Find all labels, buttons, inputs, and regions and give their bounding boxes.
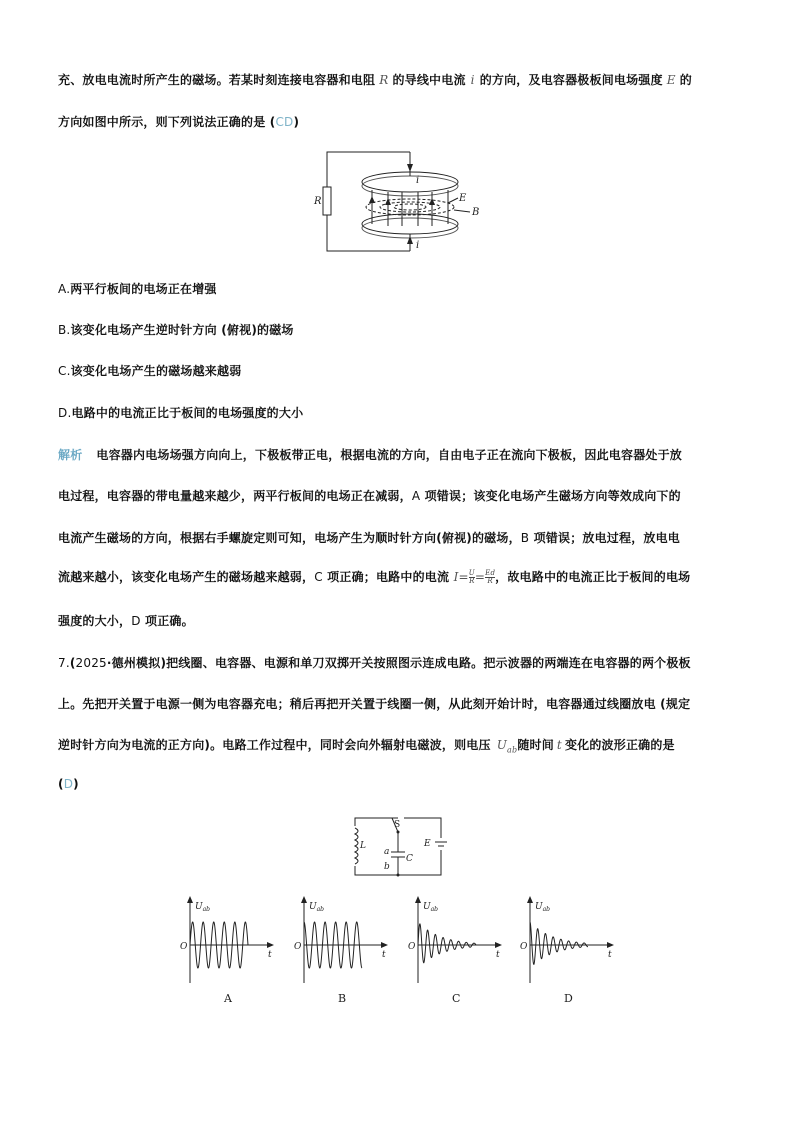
q6-stem-line-2 bbox=[58, 113, 299, 130]
analysis-text: 电流产生磁场的方向，根据右手螺旋定则可知，电场产生为顺时针方向(俯视)的磁场， bbox=[58, 531, 521, 545]
x-axis-label: t bbox=[608, 950, 612, 960]
analysis-line-4 bbox=[58, 568, 690, 585]
x-axis-arrow bbox=[267, 942, 274, 948]
fig-label-R: R bbox=[314, 196, 322, 207]
q7-text: ) bbox=[73, 777, 79, 791]
analysis-text: 项正确；电路中的电流 bbox=[322, 570, 454, 584]
option-letter: C. bbox=[58, 364, 71, 378]
option-text: 电路中的电流正比于板间的电场强度的大小 bbox=[71, 406, 304, 420]
y-axis-label: $U_{ab}$ bbox=[309, 902, 325, 913]
q7-waveform-options bbox=[0, 893, 794, 1013]
q6-stem-line-1 bbox=[58, 71, 692, 88]
origin-label: O bbox=[294, 942, 302, 952]
waveform-curve bbox=[418, 924, 476, 963]
y-axis-arrow bbox=[415, 896, 421, 903]
frac-num: U bbox=[468, 569, 475, 577]
fig-label-i-bottom: i bbox=[416, 240, 420, 251]
option-letter: A. bbox=[58, 282, 71, 296]
var-E: E bbox=[666, 73, 676, 87]
q7-text: 随时间 bbox=[517, 738, 554, 752]
q6-option-a[interactable] bbox=[58, 280, 217, 297]
question-source-year: 2025 bbox=[75, 656, 107, 670]
circuit-label-L: L bbox=[360, 841, 366, 851]
origin-label: O bbox=[180, 942, 188, 952]
var-I: I bbox=[453, 570, 459, 584]
q7-circuit-figure bbox=[0, 808, 794, 888]
q6-stem-text: ) bbox=[293, 115, 300, 129]
q7-text: 逆时针方向为电流的正方向)。电路工作过程中，同时会向外辐射电磁波，则电压 bbox=[58, 738, 491, 752]
circuit-label-a: a bbox=[384, 847, 390, 857]
q7-stem-line-1 bbox=[58, 654, 691, 671]
q7-text: 变化的波形正确的是 bbox=[564, 738, 675, 752]
x-axis-label: t bbox=[382, 950, 386, 960]
var-R: R bbox=[379, 73, 389, 87]
q7-answer: D bbox=[63, 777, 74, 791]
waveform-graph-b[interactable] bbox=[294, 896, 388, 1005]
analysis-line-2 bbox=[58, 487, 681, 504]
y-axis-label: $U_{ab}$ bbox=[423, 902, 439, 913]
circuit-label-E: E bbox=[424, 839, 431, 849]
var-U: U bbox=[496, 738, 508, 752]
q6-option-d[interactable] bbox=[58, 404, 303, 421]
option-ref: C bbox=[314, 570, 323, 584]
y-axis-label: $U_{ab}$ bbox=[195, 902, 211, 913]
question-source: ·德州模拟 bbox=[106, 656, 161, 670]
x-axis-arrow bbox=[607, 942, 614, 948]
x-axis-arrow bbox=[381, 942, 388, 948]
x-axis-label: t bbox=[268, 950, 272, 960]
q7-text: )把线圈、电容器、电源和单刀双掷开关按照图示连成电路。把示波器的两端连在电容器的两个极板 bbox=[160, 656, 691, 670]
analysis-tag: 解析 bbox=[58, 448, 83, 462]
option-ref: D bbox=[131, 614, 141, 628]
analysis-text: 流越来越小，该变化电场产生的磁场越来越弱， bbox=[58, 570, 315, 584]
waveform-graph-d[interactable] bbox=[520, 896, 614, 1005]
option-text: 该变化电场产生逆时针方向 (俯视)的磁场 bbox=[70, 323, 294, 337]
option-text: 该变化电场产生的磁场越来越弱 bbox=[70, 364, 242, 378]
graph-caption: C bbox=[452, 992, 461, 1005]
analysis-text: 项错误；放电过程，放电电 bbox=[529, 531, 680, 545]
option-letter: B. bbox=[58, 323, 71, 337]
circuit-label-C: C bbox=[406, 854, 413, 864]
analysis-line-5 bbox=[58, 612, 194, 629]
fraction-ed-over-r bbox=[485, 570, 495, 585]
var-U-subscript: ab bbox=[507, 745, 518, 755]
q6-stem-text: 的 bbox=[679, 73, 692, 87]
analysis-text: ，故电路中的电流正比于板间的电场 bbox=[495, 570, 691, 584]
option-ref: B bbox=[520, 531, 530, 545]
question-number: 7. bbox=[58, 656, 70, 670]
q7-text: ( bbox=[69, 656, 76, 670]
circuit-label-b: b bbox=[384, 862, 390, 872]
analysis-line-3 bbox=[58, 529, 680, 546]
y-axis-label: $U_{ab}$ bbox=[535, 902, 551, 913]
fig-label-E: E bbox=[459, 193, 467, 204]
q6-stem-text: 方向如图中所示，则下列说法正确的是 ( bbox=[58, 115, 276, 129]
waveform-curve bbox=[530, 922, 588, 964]
q7-text: ( bbox=[58, 777, 64, 791]
graph-caption: B bbox=[338, 992, 347, 1005]
q6-option-c[interactable] bbox=[58, 362, 241, 379]
x-axis-arrow bbox=[495, 942, 502, 948]
option-ref: A bbox=[411, 489, 421, 503]
equals-sign: = bbox=[474, 570, 486, 584]
analysis-text: 电过程，电容器的带电量越来越少，两平行板间的电场正在减弱， bbox=[58, 489, 412, 503]
frac-den: R bbox=[469, 577, 475, 585]
q6-stem-text: 充、放电电流时所产生的磁场。若某时刻连接电容器和电阻 bbox=[58, 73, 376, 87]
q6-answer: CD bbox=[275, 115, 294, 129]
y-axis-arrow bbox=[187, 896, 193, 903]
fig-label-B: B bbox=[472, 207, 480, 218]
graph-caption: D bbox=[564, 992, 573, 1005]
x-axis-label: t bbox=[496, 950, 500, 960]
analysis-text: 电容器内电场场强方向向上，下极板带正电，根据电流的方向，自由电子正在流向下极板，因此电容器处于放 bbox=[96, 448, 683, 462]
waveform-graph-c[interactable] bbox=[408, 896, 502, 1005]
analysis-text: 项正确。 bbox=[140, 614, 194, 628]
q6-stem-text: 的方向，及电容器极板间电场强度 bbox=[479, 73, 663, 87]
waveform-graph-a[interactable] bbox=[180, 896, 274, 1005]
analysis-text: 项错误；该变化电场产生磁场方向等效成向下的 bbox=[420, 489, 681, 503]
q6-stem-text: 的导线中电流 bbox=[392, 73, 466, 87]
y-axis-arrow bbox=[527, 896, 533, 903]
q6-option-b[interactable] bbox=[58, 321, 294, 338]
analysis-text: 强度的大小， bbox=[58, 614, 132, 628]
circuit-label-S: S bbox=[394, 820, 401, 830]
option-letter: D. bbox=[58, 406, 72, 420]
q7-text: 上。先把开关置于电源一侧为电容器充电；稍后再把开关置于线圈一侧，从此刻开始计时，电容器通过线圈放电 (规定 bbox=[58, 697, 691, 711]
frac-num: Ed bbox=[485, 569, 496, 577]
q7-stem-line-2 bbox=[58, 695, 690, 712]
var-i: i bbox=[470, 73, 475, 87]
option-text: 两平行板间的电场正在增强 bbox=[70, 282, 217, 296]
equals-sign: = bbox=[458, 570, 469, 584]
fig-label-i-top: i bbox=[416, 175, 420, 186]
graph-caption: A bbox=[224, 992, 232, 1005]
origin-label: O bbox=[408, 942, 416, 952]
q7-stem-line-3 bbox=[58, 736, 675, 754]
frac-den: R bbox=[487, 577, 493, 585]
q7-stem-line-4 bbox=[58, 777, 79, 791]
var-t: t bbox=[556, 738, 562, 752]
origin-label: O bbox=[520, 942, 528, 952]
y-axis-arrow bbox=[301, 896, 307, 903]
analysis-line-1 bbox=[58, 446, 682, 463]
